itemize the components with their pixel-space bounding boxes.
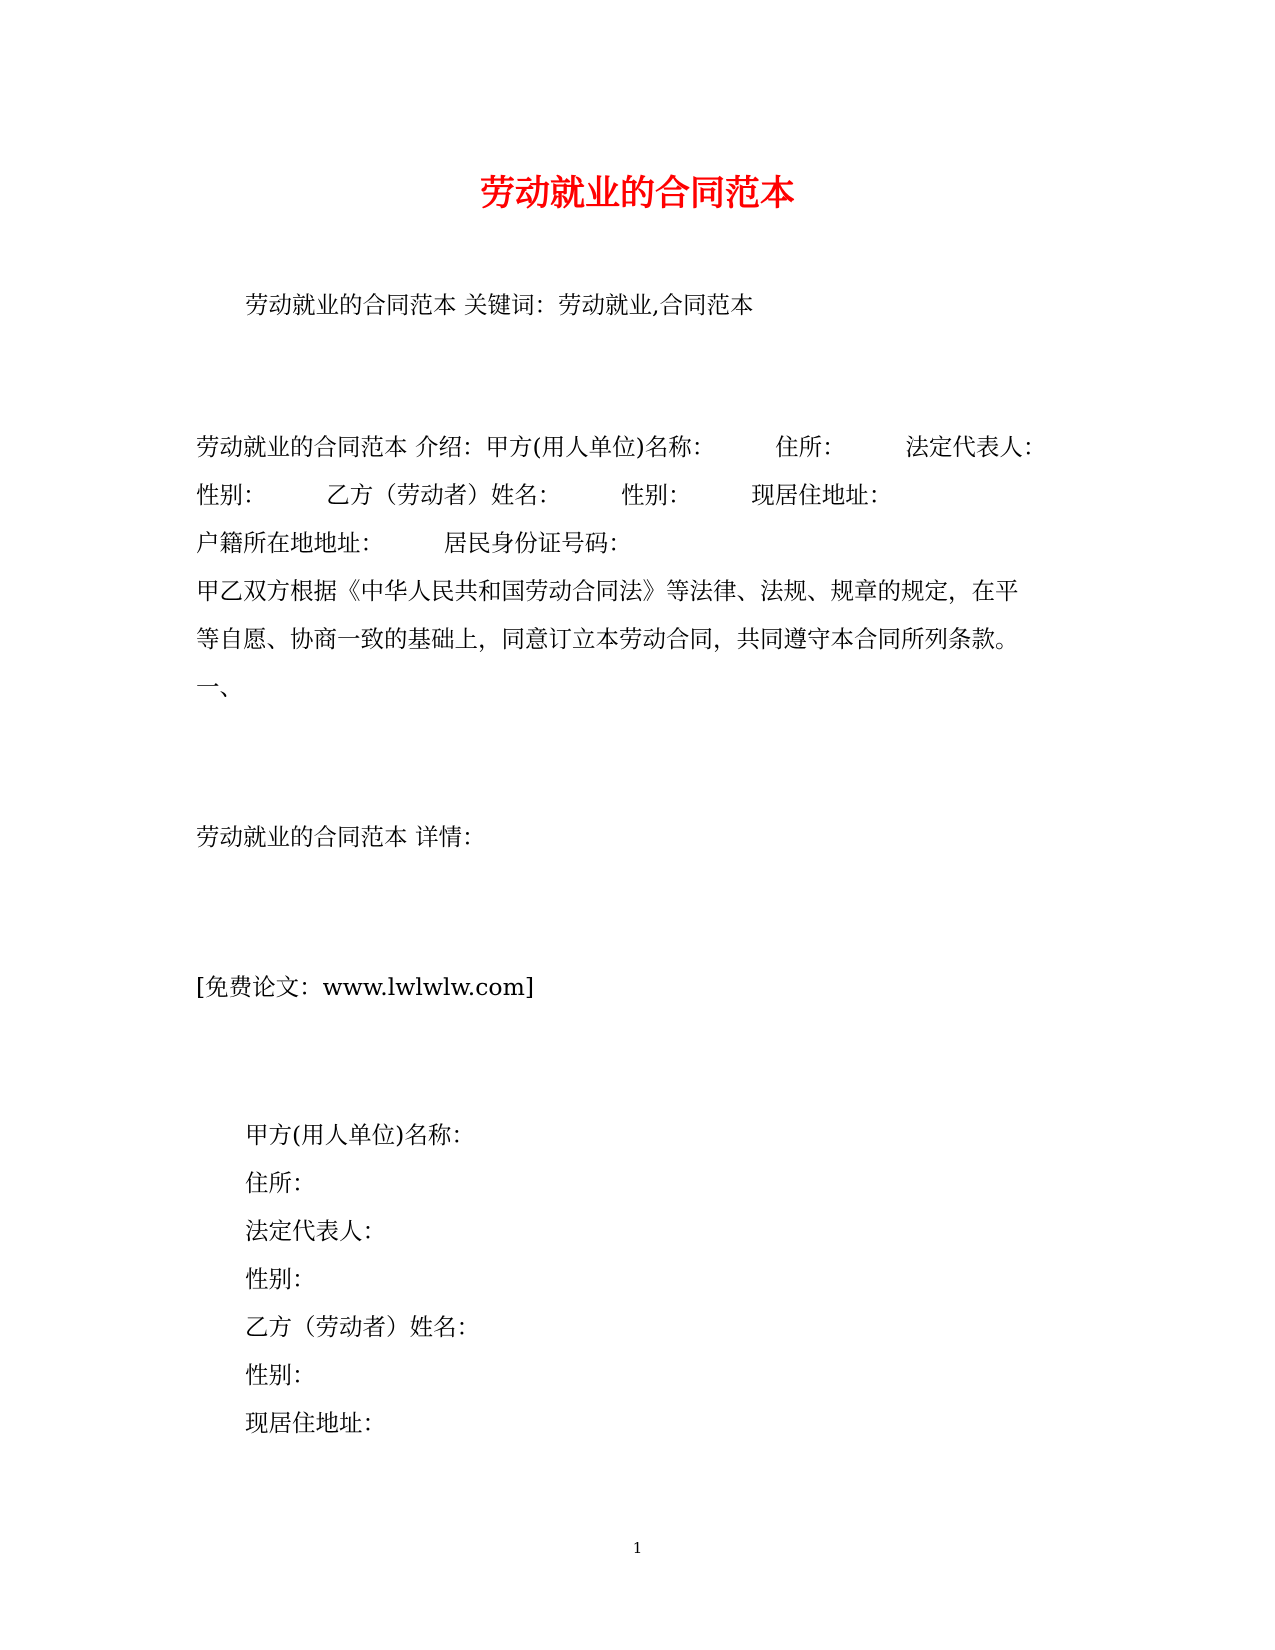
field-current-address: 现居住地址： — [245, 1409, 386, 1437]
intro-line-5: 等自愿、协商一致的基础上，同意订立本劳动合同，共同遵守本合同所列条款。 — [196, 625, 1019, 653]
intro-line-4: 甲乙双方根据《中华人民共和国劳动合同法》等法律、法规、规章的规定，在平 — [196, 577, 1019, 605]
details-line: 劳动就业的合同范本 详情： — [196, 823, 486, 851]
field-employer-name: 甲方(用人单位)名称： — [245, 1121, 475, 1149]
intro-line-3: 户籍所在地地址： 居民身份证号码： — [196, 529, 632, 557]
page-title: 劳动就业的合同范本 — [479, 173, 795, 214]
page-number: 1 — [632, 1539, 643, 1557]
field-legal-representative: 法定代表人： — [245, 1217, 386, 1245]
field-gender-1: 性别： — [245, 1265, 316, 1293]
field-employee-name: 乙方（劳动者）姓名： — [245, 1313, 480, 1341]
source-line: [免费论文：www.lwlwlw.com] — [196, 973, 535, 1001]
intro-line-2: 性别： 乙方（劳动者）姓名： 性别： 现居住地址： — [196, 481, 893, 509]
field-gender-2: 性别： — [245, 1361, 316, 1389]
keywords-line: 劳动就业的合同范本 关键词：劳动就业,合同范本 — [245, 291, 754, 319]
intro-line-6: 一、 — [196, 673, 243, 701]
field-address: 住所： — [245, 1169, 316, 1197]
intro-line-1: 劳动就业的合同范本 介绍：甲方(用人单位)名称： 住所： 法定代表人： — [196, 433, 1047, 461]
